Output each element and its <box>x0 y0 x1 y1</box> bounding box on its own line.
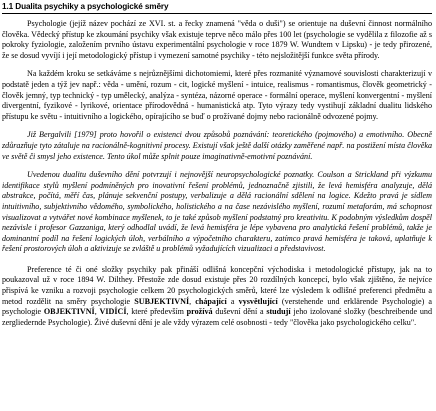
paragraph-neuropsychology: Uvedenou dualitu duševního dění potvrzují i nejnovější neuropsychologické poznatky. Coulson a Strickland při výzkumu identifikace stylů myšlení podmíněných pro inovativní řešení problémů, jednoznačně zjistili, že levá hemisféra analyzuje, dělá abstrakce, počítá, měří čas, plánuje sekvenční postupy, verbalizuje a dělá racionální sdělení na logice. Kdežto pravá je sídlem intuitivního, subjektivního vědomého, symbolického, holistického a na čase nezávislého myšlení, rozumí metaforám, má schopnost visualizovat a vytvářet nové kombinace myšlenek, to je také způsob myšlení podstatný pro kreativitu. K podobným výsledkům dospěl nezávisle i profesor Gazzaniga, který odhodlal uvádí, že levá hemisféra je lépe vybavena pro analytická řešení problémů, takže je dominantní podíl na řešení logických úloh, verbálního a výpočetního charakteru, zatímco pravá hemisféra je taková, uplatňuje k řešení prostorových úloh a aktivizuje se zvláště u problémů vyžadujících vizualizaci a představivost. <box>2 170 432 254</box>
paragraph-preference-sep-2: a <box>226 296 239 306</box>
paragraph-preference-sep-3: (verstehende und erklärende Psychologie) a psychologie <box>2 296 433 317</box>
paragraph-preference-sep-6: duševní dění a <box>212 307 267 317</box>
paragraph-preference <box>2 265 432 329</box>
paragraph-preference-text-a: Preference té či oné složky psychiky pak přináší odlišná koncepční východiska i metodologické přístupy, jak na to poukazoval už v roce 1894 W. Dilthey. Přestože zde dosud existuje přes 20 rozdílných koncepcí, bylo však zjištěno, že nejvíce přispívá ke vzniku a rozvoji psychologie celkem 20 psychologických směrů, které lze výsledem k odlišné preferenci předmětu a metod rozdělit na směry psychologie <box>2 264 432 306</box>
term-explaining: vysvětlující <box>238 296 278 306</box>
term-studies: studují <box>266 307 291 317</box>
section-heading: 1.1 Dualita psychiky a psychologické směry <box>2 2 432 14</box>
paragraph-bergalvili: Již Bergalvili [1979] proto hovořil o existenci dvou způsobů poznávání: teoretického (pojmového) a emotivního. Obecně zdůrazňuje tyto zátaluje na racionálně-kognitivní procesy. Existují však ještě další otázky zaměřené např. na postižení místa člověka ve světě či smysl jeho existence. Tento úkol může splnit pouze imaginativně-emotivní poznávání. <box>2 130 432 161</box>
term-objective: OBJEKTIVNÍ <box>43 307 95 317</box>
paragraph-intro: Psychologie (jejíž název pochází ze XVI. st. a řecky znamená "věda o duši") se orientuje na duševní činnost normálního člověka. Vědecký přístup ke zkoumání psychiky však existuje teprve něco málo přes 100 let (psychologie se vydělila z filozofie až s pokroky fyziologie, založením prvního ústavu experimentální psychologie v roce 1879 W. Wundtem v Lipsku) - je tedy přirozené, že se dosud vyvíjí i její metodologický přístup i vymezení samotné psychiky - této nejsložitější funkce světa přírody. <box>2 19 432 60</box>
term-seeing: VIDÍCÍ <box>99 307 127 317</box>
paragraph-preference-sep-4: , <box>94 307 100 317</box>
term-understanding: chápající <box>195 296 227 306</box>
paragraph-dichotomies: Na každém kroku se setkáváme s nejrůznějšími dichotomiemi, které přes rozmanité významové souvislosti charakterizují v podstatě jeden a týž jev např.: věda - umění, rozum - cit, logické myšlení - intuice, realismus - romantismus, člověk geometrický - člověk jemný, typ technický - typ umělecký, analýza - syntéza, názorné operace - formální operace, myšlení konvergentní - myšlení divergentní, fyzikové - lyrikové, orientace přírodovědná - humanistická atp. Tyto výrazy tedy vystihují základní dualitu lidského přístupu ke světu - intuitivního a logického, opírajícího se buď o prožívané dojmy nebo racionálně odvozené pojmy. <box>2 69 432 121</box>
paragraph-preference-sep-1: , <box>189 296 196 306</box>
paragraph-preference-text-end: jeho izolované složky (beschreibende und zergliedernde Psychologie). Živé duševní dění je ale vždy výrazem celé osobnosti - tedy "člověka jako psychologického celku". <box>2 307 433 327</box>
term-experiences: prožívá <box>186 307 213 317</box>
paragraph-preference-sep-5: , které především <box>126 307 187 317</box>
term-subjective: SUBJEKTIVNÍ <box>134 296 190 306</box>
